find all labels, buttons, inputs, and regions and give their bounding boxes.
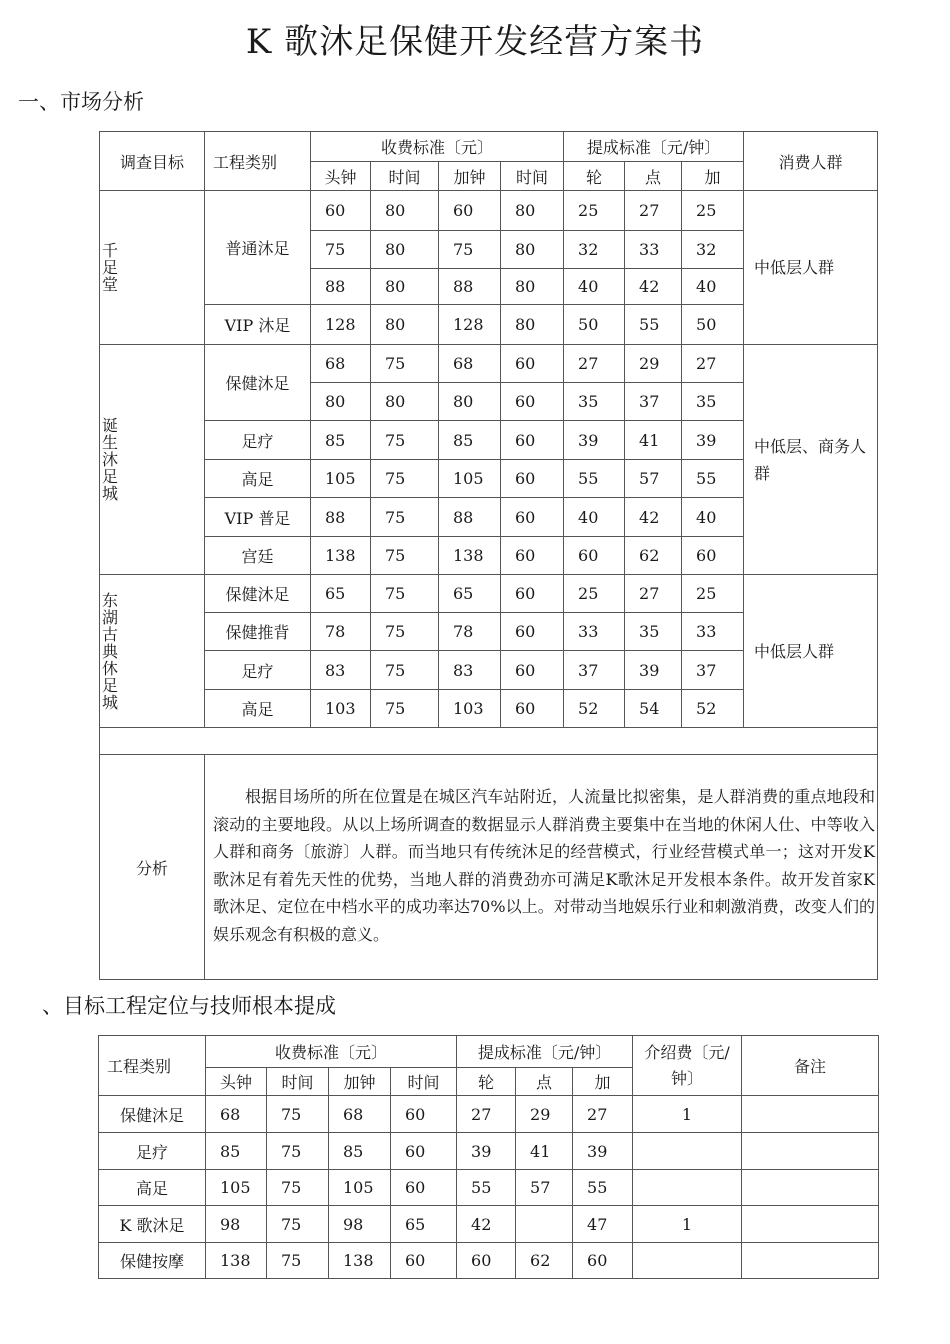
value-cell: 80 xyxy=(371,231,439,269)
venue-name-cell xyxy=(100,191,205,345)
value-cell: 25 xyxy=(682,575,744,613)
analysis-text-cell xyxy=(205,755,878,980)
subheader: 点 xyxy=(625,162,682,191)
table-row xyxy=(100,191,878,231)
value-cell: 27 xyxy=(564,345,625,383)
value-cell: 80 xyxy=(371,191,439,231)
value-cell: 80 xyxy=(501,191,564,231)
value-cell: 103 xyxy=(311,690,371,728)
project-type-cell: 宫廷 xyxy=(205,537,311,575)
header-survey-target: 调查目标 xyxy=(100,132,205,191)
section-heading-target-projects: 、目标工程定位与技师根本提成 xyxy=(42,994,336,1018)
document-title: K 歌沐足保健开发经营方案书 xyxy=(245,22,705,62)
market-survey-table xyxy=(99,131,878,980)
value-cell xyxy=(516,1206,573,1243)
value-cell: 60 xyxy=(501,383,564,421)
value-cell: 138 xyxy=(329,1243,391,1279)
value-cell: 60 xyxy=(501,651,564,690)
value-cell: 27 xyxy=(682,345,744,383)
header-commission-standard: 提成标准〔元/钟〕 xyxy=(457,1036,633,1068)
subheader: 加钟 xyxy=(329,1068,391,1096)
value-cell: 35 xyxy=(625,613,682,651)
project-type-cell: 高足 xyxy=(99,1170,206,1206)
value-cell: 88 xyxy=(311,269,371,305)
value-cell: 88 xyxy=(439,269,501,305)
value-cell: 60 xyxy=(501,690,564,728)
referral-fee-cell: 1 xyxy=(633,1206,742,1243)
project-type-cell: 保健按摩 xyxy=(99,1243,206,1279)
value-cell: 40 xyxy=(564,269,625,305)
value-cell: 68 xyxy=(311,345,371,383)
value-cell: 68 xyxy=(329,1096,391,1133)
value-cell: 98 xyxy=(206,1206,267,1243)
value-cell: 60 xyxy=(564,537,625,575)
header-project-type: 工程类别 xyxy=(99,1036,206,1096)
value-cell: 78 xyxy=(311,613,371,651)
value-cell: 138 xyxy=(311,537,371,575)
value-cell: 78 xyxy=(439,613,501,651)
value-cell: 27 xyxy=(457,1096,516,1133)
value-cell: 47 xyxy=(573,1206,633,1243)
value-cell: 52 xyxy=(682,690,744,728)
referral-fee-cell xyxy=(633,1133,742,1170)
value-cell: 42 xyxy=(457,1206,516,1243)
value-cell: 75 xyxy=(371,421,439,460)
value-cell: 52 xyxy=(564,690,625,728)
value-cell: 39 xyxy=(457,1133,516,1170)
value-cell: 33 xyxy=(564,613,625,651)
remarks-cell xyxy=(742,1170,879,1206)
value-cell: 60 xyxy=(391,1096,457,1133)
venue-name: 诞生沐足城 xyxy=(102,416,119,503)
analysis-paragraph: 根据目场所的所在位置是在城区汽车站附近，人流量比拟密集，是人群消费的重点地段和滚动的主要地段。从以上场所调查的数据显示人群消费主要集中在当地的休闲人仕、中等收入人群和商务〔旅游〕人群。而当地只有传统沐足的经营模式，行业经营模式单一；这对开发K歌沐足有着先天性的优势，当地人群的消费劲亦可满足K歌沐足开发根本条件。故开发首家K歌沐足、定位在中档水平的成功率达70%以上。对带动当地娱乐行业和刺激消费，改变人们的娱乐观念有积极的意义。 xyxy=(213,787,876,944)
value-cell: 60 xyxy=(439,191,501,231)
header-project-type: 工程类别 xyxy=(205,132,311,191)
value-cell: 75 xyxy=(371,690,439,728)
venue-name-cell xyxy=(100,345,205,575)
value-cell: 105 xyxy=(439,460,501,498)
project-type-cell: 保健沐足 xyxy=(99,1096,206,1133)
consumer-group-cell: 中低层、商务人群 xyxy=(744,345,878,575)
project-type-cell: 高足 xyxy=(205,690,311,728)
value-cell: 40 xyxy=(682,498,744,537)
header-commission-standard: 提成标准〔元/钟〕 xyxy=(564,132,744,162)
value-cell: 75 xyxy=(439,231,501,269)
remarks-cell xyxy=(742,1133,879,1170)
project-type-cell: 普通沐足 xyxy=(205,191,311,305)
value-cell: 54 xyxy=(625,690,682,728)
value-cell: 37 xyxy=(682,651,744,690)
project-type-cell: VIP 沐足 xyxy=(205,305,311,345)
project-type-cell: 保健沐足 xyxy=(205,345,311,421)
project-type-cell: 足疗 xyxy=(205,421,311,460)
value-cell: 80 xyxy=(371,383,439,421)
value-cell: 60 xyxy=(501,345,564,383)
value-cell: 80 xyxy=(371,269,439,305)
value-cell: 40 xyxy=(682,269,744,305)
value-cell: 68 xyxy=(206,1096,267,1133)
header-consumers: 消费人群 xyxy=(744,132,878,191)
value-cell: 55 xyxy=(457,1170,516,1206)
value-cell: 32 xyxy=(564,231,625,269)
value-cell: 33 xyxy=(682,613,744,651)
value-cell: 41 xyxy=(625,421,682,460)
value-cell: 138 xyxy=(206,1243,267,1279)
remarks-cell xyxy=(742,1243,879,1279)
header-referral-fee: 介绍费〔元/钟〕 xyxy=(633,1036,742,1096)
value-cell: 60 xyxy=(501,537,564,575)
value-cell: 88 xyxy=(311,498,371,537)
value-cell: 42 xyxy=(625,498,682,537)
value-cell: 32 xyxy=(682,231,744,269)
subheader: 点 xyxy=(516,1068,573,1096)
value-cell: 50 xyxy=(682,305,744,345)
value-cell: 75 xyxy=(267,1243,329,1279)
table-row xyxy=(99,1206,879,1243)
value-cell: 80 xyxy=(501,305,564,345)
value-cell: 50 xyxy=(564,305,625,345)
subheader: 加钟 xyxy=(439,162,501,191)
value-cell: 85 xyxy=(311,421,371,460)
section-heading-market-analysis: 一、市场分析 xyxy=(18,90,144,114)
value-cell: 27 xyxy=(625,575,682,613)
value-cell: 39 xyxy=(564,421,625,460)
blank-row xyxy=(100,728,878,755)
value-cell: 128 xyxy=(439,305,501,345)
value-cell: 39 xyxy=(682,421,744,460)
value-cell: 55 xyxy=(625,305,682,345)
value-cell: 55 xyxy=(682,460,744,498)
project-type-cell: 高足 xyxy=(205,460,311,498)
value-cell: 60 xyxy=(501,575,564,613)
target-project-table xyxy=(98,1035,879,1279)
value-cell: 75 xyxy=(371,537,439,575)
value-cell: 75 xyxy=(267,1096,329,1133)
value-cell: 60 xyxy=(457,1243,516,1279)
value-cell: 27 xyxy=(573,1096,633,1133)
value-cell: 80 xyxy=(439,383,501,421)
value-cell: 85 xyxy=(439,421,501,460)
header-fee-standard: 收费标准〔元〕 xyxy=(311,132,564,162)
value-cell: 62 xyxy=(516,1243,573,1279)
value-cell: 37 xyxy=(625,383,682,421)
subheader: 轮 xyxy=(564,162,625,191)
value-cell: 75 xyxy=(267,1206,329,1243)
subheader: 时间 xyxy=(391,1068,457,1096)
value-cell: 80 xyxy=(371,305,439,345)
remarks-cell xyxy=(742,1096,879,1133)
value-cell: 65 xyxy=(311,575,371,613)
value-cell: 60 xyxy=(682,537,744,575)
value-cell: 105 xyxy=(329,1170,391,1206)
project-type-cell: 保健沐足 xyxy=(205,575,311,613)
value-cell: 27 xyxy=(625,191,682,231)
value-cell: 83 xyxy=(439,651,501,690)
analysis-row xyxy=(100,755,878,980)
value-cell: 80 xyxy=(501,269,564,305)
table-row xyxy=(99,1133,879,1170)
venue-name-cell xyxy=(100,575,205,728)
subheader: 头钟 xyxy=(206,1068,267,1096)
project-type-cell: 足疗 xyxy=(99,1133,206,1170)
value-cell: 39 xyxy=(573,1133,633,1170)
consumer-group-cell: 中低层人群 xyxy=(744,575,878,728)
table-row xyxy=(100,345,878,383)
subheader: 时间 xyxy=(267,1068,329,1096)
value-cell: 25 xyxy=(564,191,625,231)
value-cell: 25 xyxy=(682,191,744,231)
value-cell: 138 xyxy=(439,537,501,575)
subheader: 加 xyxy=(682,162,744,191)
value-cell: 75 xyxy=(371,345,439,383)
subheader: 加 xyxy=(573,1068,633,1096)
value-cell: 39 xyxy=(625,651,682,690)
subheader: 轮 xyxy=(457,1068,516,1096)
venue-name: 东湖古典休足城 xyxy=(102,590,119,712)
value-cell: 60 xyxy=(391,1243,457,1279)
value-cell: 41 xyxy=(516,1133,573,1170)
value-cell: 105 xyxy=(206,1170,267,1206)
header-fee-standard: 收费标准〔元〕 xyxy=(206,1036,457,1068)
value-cell: 60 xyxy=(501,613,564,651)
value-cell: 75 xyxy=(371,498,439,537)
subheader: 时间 xyxy=(371,162,439,191)
value-cell: 60 xyxy=(391,1133,457,1170)
value-cell: 68 xyxy=(439,345,501,383)
value-cell: 60 xyxy=(501,498,564,537)
value-cell: 105 xyxy=(311,460,371,498)
subheader: 时间 xyxy=(501,162,564,191)
value-cell: 35 xyxy=(682,383,744,421)
value-cell: 85 xyxy=(329,1133,391,1170)
project-type-cell: 保健推背 xyxy=(205,613,311,651)
referral-fee-cell: 1 xyxy=(633,1096,742,1133)
consumer-group-cell: 中低层人群 xyxy=(744,191,878,345)
value-cell: 42 xyxy=(625,269,682,305)
blank-cell xyxy=(100,728,878,755)
value-cell: 75 xyxy=(371,613,439,651)
value-cell: 57 xyxy=(625,460,682,498)
value-cell: 75 xyxy=(267,1170,329,1206)
value-cell: 83 xyxy=(311,651,371,690)
value-cell: 57 xyxy=(516,1170,573,1206)
value-cell: 29 xyxy=(516,1096,573,1133)
value-cell: 103 xyxy=(439,690,501,728)
analysis-label: 分析 xyxy=(100,755,205,980)
value-cell: 65 xyxy=(439,575,501,613)
value-cell: 60 xyxy=(573,1243,633,1279)
referral-fee-cell xyxy=(633,1243,742,1279)
value-cell: 37 xyxy=(564,651,625,690)
value-cell: 40 xyxy=(564,498,625,537)
value-cell: 75 xyxy=(311,231,371,269)
value-cell: 60 xyxy=(391,1170,457,1206)
venue-name: 千足堂 xyxy=(102,241,119,294)
referral-fee-cell xyxy=(633,1170,742,1206)
project-type-cell: K 歌沐足 xyxy=(99,1206,206,1243)
value-cell: 128 xyxy=(311,305,371,345)
value-cell: 62 xyxy=(625,537,682,575)
value-cell: 88 xyxy=(439,498,501,537)
value-cell: 29 xyxy=(625,345,682,383)
table-row xyxy=(99,1170,879,1206)
value-cell: 33 xyxy=(625,231,682,269)
value-cell: 25 xyxy=(564,575,625,613)
value-cell: 35 xyxy=(564,383,625,421)
value-cell: 60 xyxy=(501,421,564,460)
value-cell: 80 xyxy=(311,383,371,421)
subheader: 头钟 xyxy=(311,162,371,191)
project-type-cell: VIP 普足 xyxy=(205,498,311,537)
header-remarks: 备注 xyxy=(742,1036,879,1096)
value-cell: 98 xyxy=(329,1206,391,1243)
value-cell: 60 xyxy=(501,460,564,498)
value-cell: 55 xyxy=(564,460,625,498)
table-row xyxy=(99,1243,879,1279)
value-cell: 80 xyxy=(501,231,564,269)
table-row xyxy=(99,1096,879,1133)
value-cell: 75 xyxy=(371,460,439,498)
remarks-cell xyxy=(742,1206,879,1243)
value-cell: 75 xyxy=(371,651,439,690)
value-cell: 75 xyxy=(267,1133,329,1170)
value-cell: 55 xyxy=(573,1170,633,1206)
project-type-cell: 足疗 xyxy=(205,651,311,690)
value-cell: 65 xyxy=(391,1206,457,1243)
value-cell: 60 xyxy=(311,191,371,231)
table-row xyxy=(100,575,878,613)
value-cell: 85 xyxy=(206,1133,267,1170)
value-cell: 75 xyxy=(371,575,439,613)
